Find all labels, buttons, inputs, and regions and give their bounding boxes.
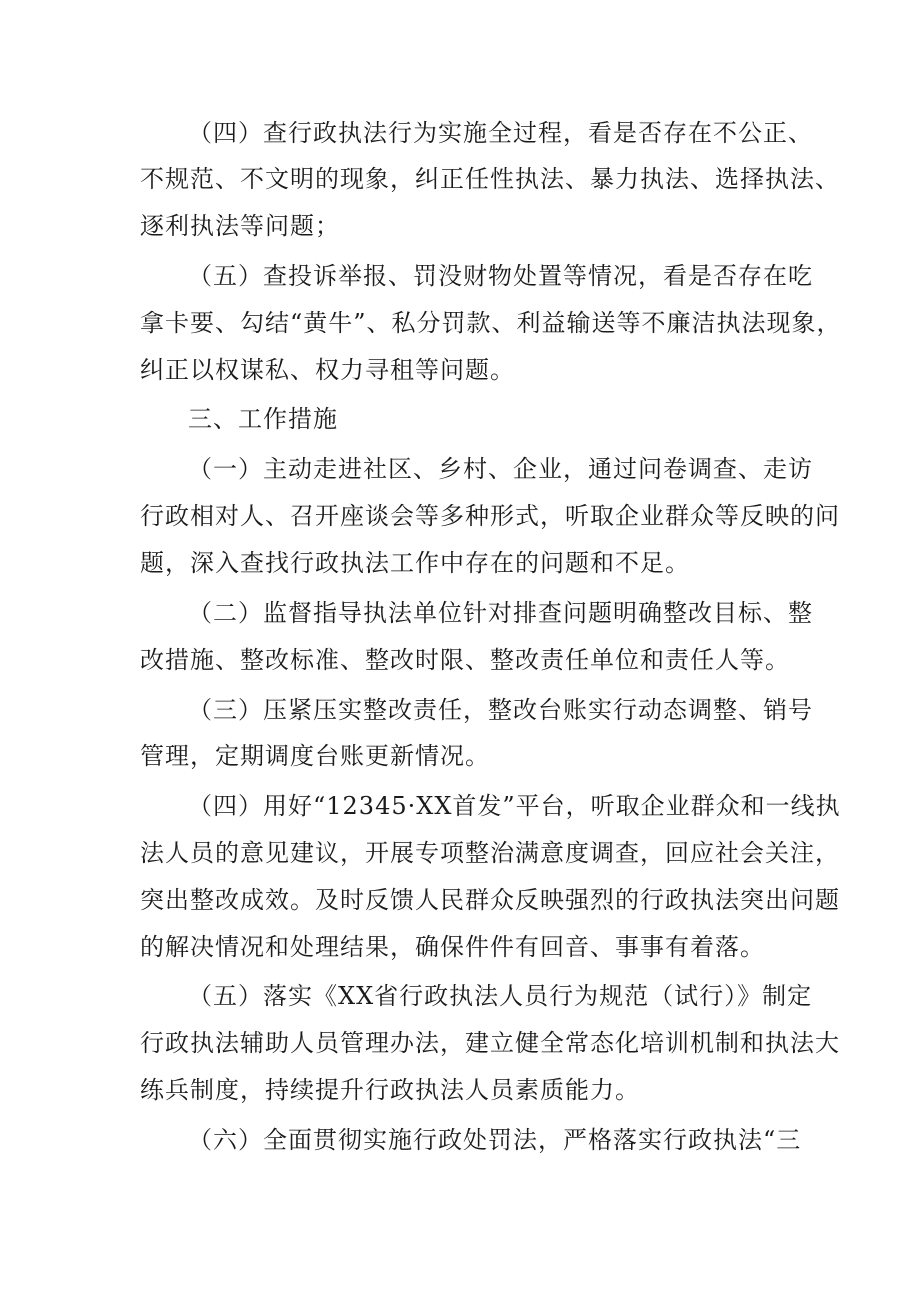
paragraph-line: （三）压紧压实整改责任，整改台账实行动态调整、销号 (188, 696, 813, 724)
paragraph-line: 逐利执法等问题； (140, 212, 340, 240)
paragraph-line: 管理，定期调度台账更新情况。 (140, 742, 490, 770)
paragraph-line: 题，深入查找行政执法工作中存在的问题和不足。 (140, 549, 690, 577)
paragraph-line: （六）全面贯彻实施行政处罚法，严格落实行政执法“三 (188, 1126, 802, 1154)
paragraph-line: （二）监督指导执法单位针对排查问题明确整改目标、整 (188, 599, 813, 627)
paragraph-line: 纠正以权谋私、权力寻租等问题。 (140, 356, 515, 384)
paragraph-line: 不规范、不文明的现象，纠正任性执法、暴力执法、选择执法、 (140, 165, 840, 193)
paragraph-line: 练兵制度，持续提升行政执法人员素质能力。 (140, 1076, 640, 1104)
paragraph-line: （四）用好“12345·XX首发”平台，听取企业群众和一线执 (188, 792, 841, 820)
paragraph-line: （五）查投诉举报、罚没财物处置等情况，看是否存在吃 (188, 262, 813, 290)
paragraph-line: 突出整改成效。及时反馈人民群众反映强烈的行政执法突出问题 (140, 886, 840, 914)
paragraph-line: （五）落实《XX省行政执法人员行为规范（试行）》制定 (188, 982, 813, 1010)
paragraph-line: 法人员的意见建议，开展专项整治满意度调查，回应社会关注， (140, 839, 840, 867)
paragraph-line: 的解决情况和处理结果，确保件件有回音、事事有着落。 (140, 933, 765, 961)
paragraph-line: 改措施、整改标准、整改时限、整改责任单位和责任人等。 (140, 646, 790, 674)
paragraph-line: （四）查行政执法行为实施全过程，看是否存在不公正、 (188, 119, 813, 147)
paragraph-line: 拿卡要、勾结“黄牛”、私分罚款、利益输送等不廉洁执法现象， (140, 309, 842, 337)
section-heading: 三、工作措施 (188, 405, 338, 433)
paragraph-line: 行政执法辅助人员管理办法，建立健全常态化培训机制和执法大 (140, 1029, 840, 1057)
paragraph-line: （一）主动走进社区、乡村、企业，通过问卷调查、走访 (188, 455, 813, 483)
paragraph-line: 行政相对人、召开座谈会等多种形式，听取企业群众等反映的问 (140, 502, 840, 530)
